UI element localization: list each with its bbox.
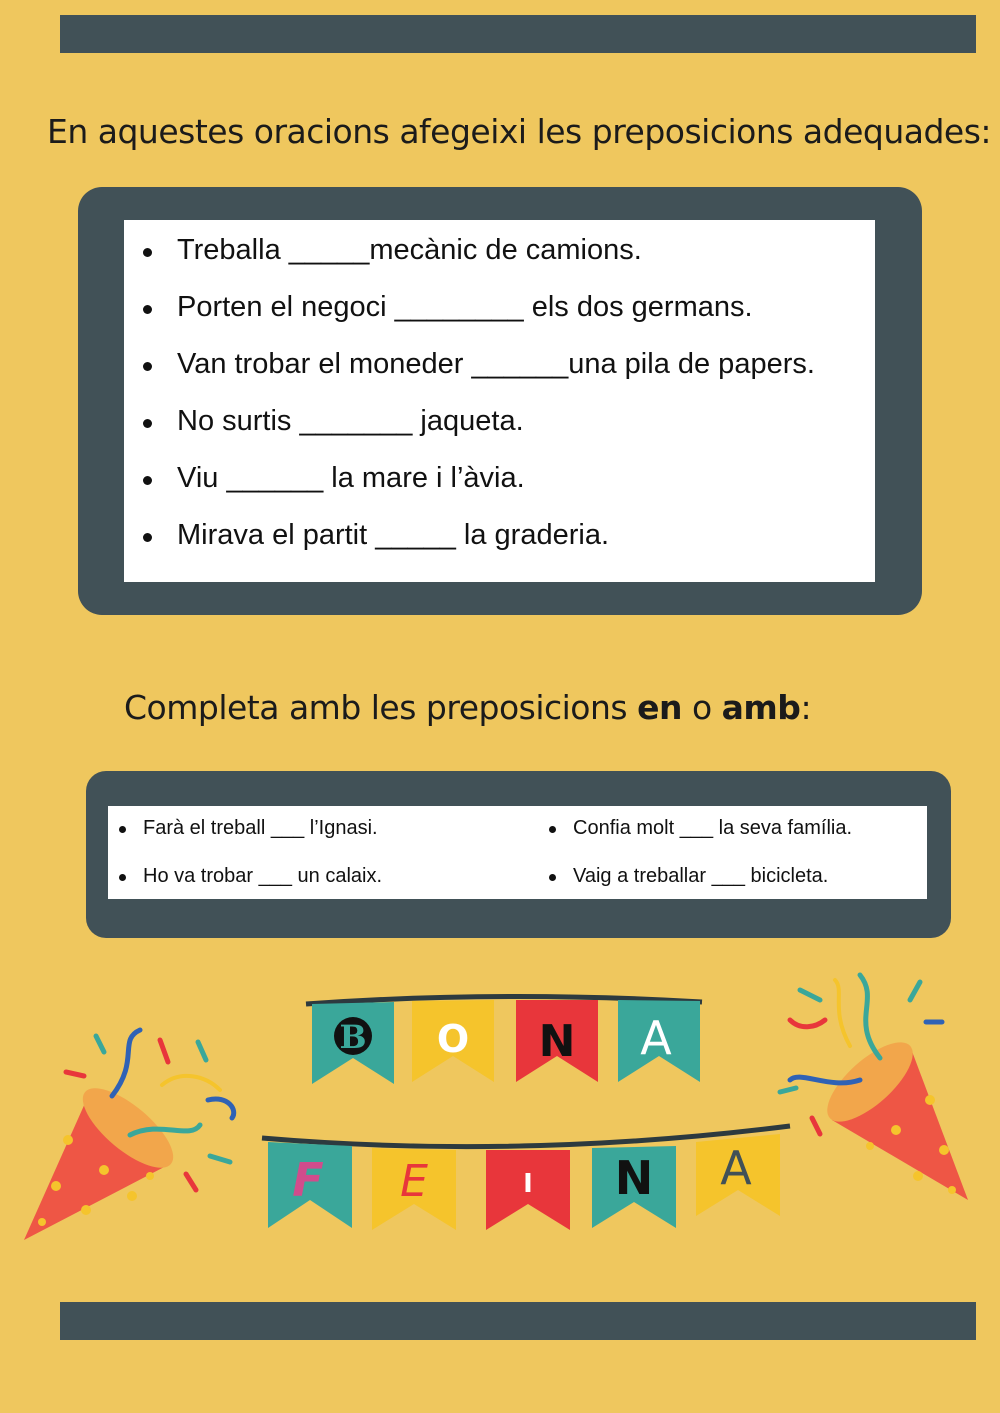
celebration-decoration xyxy=(0,950,1000,1280)
bunting-row-1 xyxy=(306,996,702,1084)
exercise1-sentence-6: Mirava el partit _____ la graderia. xyxy=(177,519,610,551)
exercise1-sentence-1: Treballa _____mecànic de camions. xyxy=(177,234,642,266)
top-bar xyxy=(60,15,976,53)
instruction-suffix: : xyxy=(800,688,812,727)
party-popper-right-icon xyxy=(780,975,968,1200)
instruction-connector: o xyxy=(681,688,722,727)
party-popper-left-icon xyxy=(24,1030,234,1240)
exercise2-sentence-2: Confia molt ___ la seva família. xyxy=(573,817,853,839)
bunting-letter-3: N xyxy=(538,1016,576,1067)
exercise1-sheet xyxy=(124,220,875,582)
exercise1-sentence-3: Van trobar el moneder ______una pila de papers. xyxy=(177,348,815,380)
exercise2-instruction xyxy=(124,688,811,727)
option-amb: amb xyxy=(721,688,801,727)
bunting-row-2 xyxy=(262,1126,790,1230)
bunting-letter-5: F xyxy=(292,1153,324,1207)
bunting-letter-8: N xyxy=(614,1151,654,1205)
exercise2-sentence-1: Farà el treball ___ l’Ignasi. xyxy=(143,817,378,839)
bottom-bar xyxy=(60,1302,976,1340)
instruction-prefix: Completa amb les preposicions xyxy=(124,688,638,727)
option-en: en xyxy=(637,688,682,727)
exercise2-sheet xyxy=(108,806,927,899)
bunting-letter-1: B xyxy=(339,1018,367,1056)
exercise1-sentence-4: No surtis _______ jaqueta. xyxy=(177,405,524,437)
bunting-letter-2: O xyxy=(436,1017,470,1061)
bunting-letter-6: E xyxy=(400,1156,428,1207)
exercise2-sentence-3: Ho va trobar ___ un calaix. xyxy=(143,865,383,887)
bunting-letter-4: A xyxy=(640,1011,672,1065)
exercise2-sentence-4: Vaig a treballar ___ bicicleta. xyxy=(573,865,829,887)
exercise1-instruction: En aquestes oracions afegeixi les preposicions adequades: xyxy=(47,112,992,151)
exercise1-sentence-2: Porten el negoci ________ els dos germans. xyxy=(177,291,753,323)
exercise1-sentence-5: Viu ______ la mare i l’àvia. xyxy=(177,462,525,494)
bunting-letter-7: I xyxy=(523,1169,533,1199)
bunting-letter-9: A xyxy=(720,1141,752,1195)
